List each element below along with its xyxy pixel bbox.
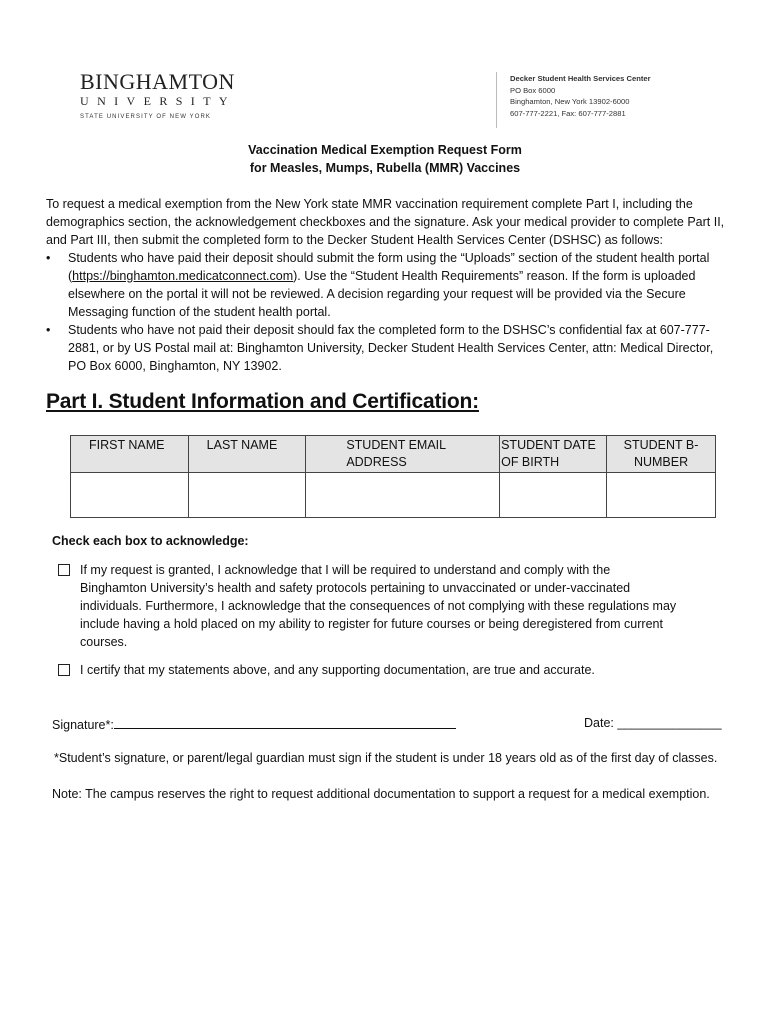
col-dob bbox=[500, 436, 607, 473]
col-email bbox=[306, 436, 500, 473]
part1-heading: Part I. Student Information and Certification: bbox=[46, 390, 479, 413]
acknowledge-text-2: I certify that my statements above, and any supporting documentation, are true and accurate. bbox=[80, 663, 595, 677]
list-item bbox=[46, 249, 726, 321]
acknowledge-item-1 bbox=[58, 561, 678, 651]
col-first-name-label: FIRST NAME bbox=[89, 438, 165, 452]
portal-link[interactable]: https://binghamton.medicatconnect.com bbox=[72, 269, 294, 283]
bullet-icon: • bbox=[46, 251, 51, 265]
bnumber-field[interactable] bbox=[607, 473, 716, 518]
bullet-icon: • bbox=[46, 323, 51, 337]
header-divider bbox=[496, 72, 497, 128]
acknowledge-item-2 bbox=[58, 661, 678, 679]
acknowledge-checkbox-1[interactable] bbox=[58, 564, 70, 576]
table-row bbox=[71, 473, 716, 518]
instructions bbox=[46, 195, 726, 375]
bullet1-text: Students who have paid their deposit should submit the form using the “Uploads” section of the student health portal ( bbox=[68, 251, 710, 283]
logo-tagline: STATE UNIVERSITY OF NEW YORK bbox=[80, 114, 212, 120]
contact-city: Binghamton, New York 13902-6000 bbox=[510, 97, 630, 106]
col-bnumber bbox=[607, 436, 716, 473]
form-title-line2: for Measles, Mumps, Rubella (MMR) Vaccines bbox=[249, 161, 521, 175]
email-field[interactable] bbox=[306, 473, 500, 518]
signature-line[interactable] bbox=[114, 716, 456, 729]
first-name-field[interactable] bbox=[71, 473, 189, 518]
signature-label: Signature*: bbox=[52, 718, 114, 732]
contact-pobox: PO Box 6000 bbox=[510, 85, 556, 95]
campus-note: Note: The campus reserves the right to request additional documentation to support a request for a medical exemption. bbox=[52, 787, 710, 801]
contact-block bbox=[510, 73, 651, 119]
dob-field[interactable] bbox=[500, 473, 607, 518]
contact-org: Decker Student Health Services Center bbox=[510, 74, 651, 83]
letterhead bbox=[46, 44, 714, 136]
logo-name: BINGHAMTON bbox=[80, 69, 235, 94]
col-last-name bbox=[188, 436, 306, 473]
acknowledge-checkbox-2[interactable] bbox=[58, 664, 70, 676]
instructions-paragraph: To request a medical exemption from the New York state MMR vaccination requirement complete Part I, including the demographics section, the acknowledgement checkboxes and the signature. Ask your medical provider to complete Part II, and Part III, then submit the completed form to the Decker Student Health Services Center (DSHSC) as follows: bbox=[46, 197, 725, 247]
form-title bbox=[0, 141, 770, 177]
col-dob-label: STUDENT DATE OF BIRTH bbox=[501, 438, 596, 469]
col-first-name bbox=[71, 436, 189, 473]
col-last-name-label: LAST NAME bbox=[206, 438, 278, 452]
signature-footnote: *Student’s signature, or parent/legal guardian must sign if the student is under 18 years old as of the first day of classes. bbox=[54, 751, 718, 765]
list-item bbox=[46, 321, 726, 375]
form-title-line1: Vaccination Medical Exemption Request Form bbox=[248, 143, 522, 157]
logo-university: UNIVERSITY bbox=[80, 94, 236, 108]
col-email-label: STUDENT EMAIL ADDRESS bbox=[346, 438, 446, 469]
bullet1-text-end: ). Use the “Student Health Requirements” reason. If the form is uploaded elsewhere on the portal it will not be reviewed. A decision regarding your request will be provided via the Secure Messaging function of the student health portal. bbox=[68, 269, 696, 319]
acknowledge-text-1: If my request is granted, I acknowledge that I will be required to understand and comply with the Binghamton University’s health and safety protocols pertaining to unvaccinated or under-vaccinated individuals. Furthermore, I acknowledge that the consequences of not complying with these regulations may include having a hold placed on my ability to register for future courses or being deregistered from current courses. bbox=[80, 563, 677, 649]
acknowledge-title: Check each box to acknowledge: bbox=[52, 534, 249, 548]
university-logo bbox=[80, 70, 270, 120]
signature-row bbox=[52, 716, 456, 732]
col-bnumber-label: STUDENT B-NUMBER bbox=[623, 438, 699, 469]
last-name-field[interactable] bbox=[188, 473, 306, 518]
table-header-row bbox=[71, 436, 716, 473]
instructions-list bbox=[46, 249, 726, 375]
student-info-table bbox=[70, 435, 716, 518]
contact-phone: 607-777-2221, Fax: 607-777-2881 bbox=[510, 108, 626, 118]
date-field[interactable]: Date: _______________ bbox=[584, 716, 722, 730]
bullet2-text: Students who have not paid their deposit should fax the completed form to the DSHSC’s confidential fax at 607-777-2881, or by US Postal mail at: Binghamton University, Decker Student Health Services Center, attn: Medical Director, PO Box 6000, Binghamton, NY 13902. bbox=[68, 323, 714, 373]
